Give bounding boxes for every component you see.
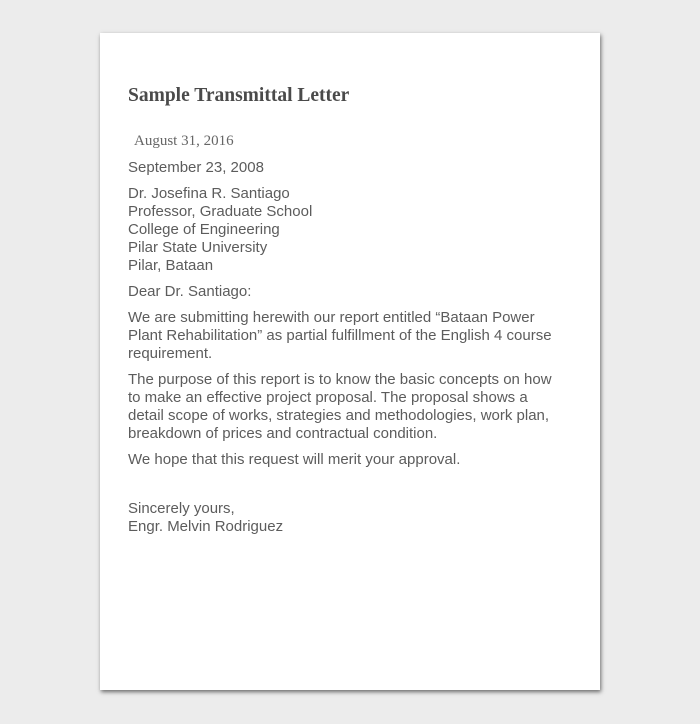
- paragraph-1: [128, 309, 588, 363]
- paragraph-line: Plant Rehabilitation” as partial fulfillment of the English 4 course: [128, 327, 552, 344]
- signatory-name: Engr. Melvin Rodriguez: [128, 518, 284, 535]
- recipient-line: Pilar State University: [128, 239, 268, 256]
- recipient-line: Professor, Graduate School: [128, 203, 313, 220]
- paragraph-line: breakdown of prices and contractual condition.: [128, 425, 438, 442]
- letter-body: [128, 159, 588, 544]
- letter-date: September 23, 2008: [128, 159, 264, 176]
- closing-block: [128, 500, 588, 536]
- recipient-line: Pilar, Bataan: [128, 257, 214, 274]
- paragraph-line: The purpose of this report is to know the basic concepts on how: [128, 371, 552, 388]
- paragraph-line: to make an effective project proposal. The proposal shows a: [128, 389, 528, 406]
- recipient-line: Dr. Josefina R. Santiago: [128, 185, 290, 202]
- document-title: Sample Transmittal Letter: [128, 85, 350, 106]
- recipient-line: College of Engineering: [128, 221, 280, 238]
- closing-text: Sincerely yours,: [128, 500, 235, 517]
- paragraph-line: detail scope of works, strategies and methodologies, work plan,: [128, 407, 550, 424]
- paragraph-line: We are submitting herewith our report entitled “Bataan Power: [128, 309, 535, 326]
- paragraph-3: We hope that this request will merit your approval.: [128, 451, 461, 468]
- paragraph-line: requirement.: [128, 345, 213, 362]
- salutation: Dear Dr. Santiago:: [128, 283, 252, 300]
- header-date: August 31, 2016: [134, 133, 234, 149]
- paragraph-2: [128, 371, 588, 443]
- recipient-address: [128, 185, 588, 275]
- document-page: [100, 33, 600, 690]
